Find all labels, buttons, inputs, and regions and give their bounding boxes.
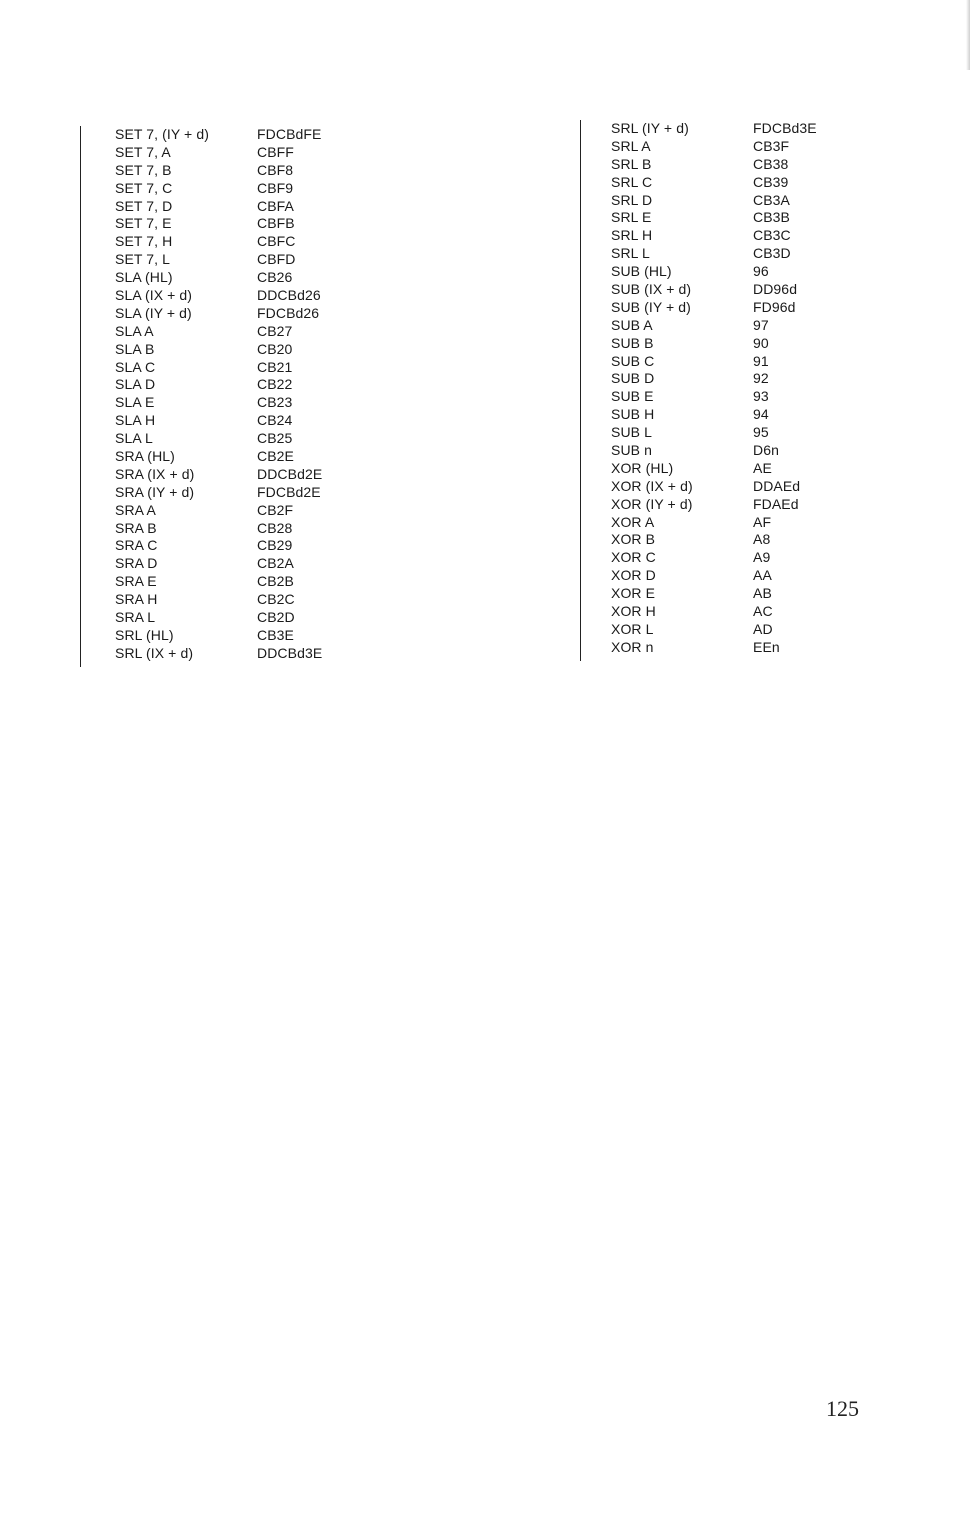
mnemonic-cell: SUB (HL) — [611, 263, 672, 280]
table-row — [581, 478, 881, 496]
table-row — [81, 287, 381, 305]
table-row — [581, 227, 881, 245]
opcode-cell: D6n — [753, 442, 779, 459]
opcode-cell: 92 — [753, 370, 769, 387]
mnemonic-cell: SRL B — [611, 155, 652, 172]
opcode-cell: 90 — [753, 334, 769, 351]
table-row — [81, 162, 381, 180]
table-row — [581, 406, 881, 424]
table-row — [581, 442, 881, 460]
opcode-cell: 97 — [753, 316, 769, 333]
opcode-cell: CB25 — [257, 430, 293, 447]
mnemonic-cell: SRL D — [611, 191, 653, 208]
table-row — [581, 120, 881, 138]
mnemonic-cell: SET 7, D — [115, 197, 173, 214]
table-row — [81, 215, 381, 233]
opcode-cell: CB2B — [257, 573, 294, 590]
table-row — [81, 502, 381, 520]
table-row — [581, 531, 881, 549]
mnemonic-cell: SET 7, B — [115, 161, 172, 178]
opcode-cell: AC — [753, 603, 773, 620]
mnemonic-cell: SUB n — [611, 442, 652, 459]
table-row — [81, 305, 381, 323]
table-row — [81, 520, 381, 538]
opcode-cell: AE — [753, 459, 772, 476]
mnemonic-cell: SRL E — [611, 209, 652, 226]
table-row — [81, 359, 381, 377]
opcode-cell: CBFA — [257, 197, 294, 214]
table-row — [581, 209, 881, 227]
table-row — [81, 126, 381, 144]
opcode-cell: CB3B — [753, 209, 790, 226]
mnemonic-cell: XOR A — [611, 513, 655, 530]
opcode-cell: DDCBd3E — [257, 644, 323, 661]
table-row — [581, 549, 881, 567]
opcode-cell: CBFC — [257, 233, 296, 250]
opcode-cell: 91 — [753, 352, 769, 369]
opcode-cell: CB3D — [753, 245, 791, 262]
table-row — [581, 567, 881, 585]
table-row — [81, 394, 381, 412]
table-row — [581, 263, 881, 281]
opcode-cell: CB28 — [257, 519, 293, 536]
opcode-cell: CBFF — [257, 143, 294, 160]
mnemonic-cell: SRA (IY + d) — [115, 483, 195, 500]
table-row — [81, 466, 381, 484]
table-row — [581, 496, 881, 514]
table-row — [81, 341, 381, 359]
table-row — [581, 156, 881, 174]
mnemonic-cell: XOR L — [611, 620, 654, 637]
opcode-cell: CB3A — [753, 191, 790, 208]
mnemonic-cell: SRL L — [611, 245, 650, 262]
table-row — [81, 376, 381, 394]
opcode-cell: FDCBd2E — [257, 483, 321, 500]
opcode-cell: DDCBd26 — [257, 287, 321, 304]
opcode-table-right — [580, 120, 881, 661]
page-number: 125 — [826, 1396, 859, 1421]
table-row — [81, 144, 381, 162]
mnemonic-cell: SRL (IY + d) — [611, 120, 689, 136]
mnemonic-cell: SET 7, E — [115, 215, 172, 232]
mnemonic-cell: SLA (IY + d) — [115, 304, 192, 321]
mnemonic-cell: XOR (HL) — [611, 459, 674, 476]
opcode-cell: FD96d — [753, 298, 796, 315]
mnemonic-cell: SRA A — [115, 501, 156, 518]
table-row — [81, 448, 381, 466]
opcode-cell: 96 — [753, 263, 769, 280]
table-row — [81, 430, 381, 448]
opcode-cell: CB24 — [257, 412, 293, 429]
mnemonic-cell: SRL (HL) — [115, 626, 174, 643]
table-row — [581, 388, 881, 406]
table-row — [581, 174, 881, 192]
table-row — [581, 460, 881, 478]
mnemonic-cell: SRL C — [611, 173, 653, 190]
mnemonic-cell: SLA L — [115, 430, 153, 447]
opcode-cell: AA — [753, 567, 772, 584]
mnemonic-cell: XOR H — [611, 603, 656, 620]
opcode-cell: CB29 — [257, 537, 293, 554]
mnemonic-cell: SRL A — [611, 137, 651, 154]
table-row — [81, 573, 381, 591]
opcode-cell: CB2E — [257, 448, 294, 465]
mnemonic-cell: XOR B — [611, 531, 656, 548]
opcode-table-left — [80, 126, 381, 667]
table-row — [581, 138, 881, 156]
mnemonic-cell: SUB E — [611, 388, 654, 405]
table-row — [81, 645, 381, 663]
mnemonic-cell: SUB H — [611, 406, 655, 423]
table-row — [81, 269, 381, 287]
table-row — [581, 603, 881, 621]
mnemonic-cell: SRA (IX + d) — [115, 465, 195, 482]
table-row — [81, 251, 381, 269]
table-row — [581, 299, 881, 317]
opcode-cell: CB2F — [257, 501, 294, 518]
opcode-cell: CB21 — [257, 358, 293, 375]
mnemonic-cell: SET 7, H — [115, 233, 173, 250]
opcode-cell: CB38 — [753, 155, 789, 172]
mnemonic-cell: SET 7, (IY + d) — [115, 126, 209, 142]
opcode-cell: 93 — [753, 388, 769, 405]
mnemonic-cell: XOR D — [611, 567, 656, 584]
mnemonic-cell: SLA C — [115, 358, 156, 375]
opcode-cell: CB2A — [257, 555, 294, 572]
opcode-cell: DDAEd — [753, 477, 801, 494]
table-row — [81, 412, 381, 430]
opcode-cell: DD96d — [753, 281, 798, 298]
table-row — [81, 537, 381, 555]
opcode-cell: EEn — [753, 638, 780, 655]
mnemonic-cell: SET 7, C — [115, 179, 173, 196]
table-row — [81, 484, 381, 502]
table-row — [581, 424, 881, 442]
mnemonic-cell: SRA C — [115, 537, 158, 554]
opcode-cell: DDCBd2E — [257, 465, 323, 482]
opcode-cell: CBF8 — [257, 161, 294, 178]
table-row — [581, 639, 881, 657]
opcode-cell: CB20 — [257, 340, 293, 357]
opcode-cell: FDCBdFE — [257, 126, 322, 142]
table-row — [81, 609, 381, 627]
opcode-cell: A8 — [753, 531, 771, 548]
mnemonic-cell: SRA B — [115, 519, 157, 536]
mnemonic-cell: SLA H — [115, 412, 156, 429]
mnemonic-cell: XOR C — [611, 549, 656, 566]
opcode-cell: CB27 — [257, 322, 293, 339]
mnemonic-cell: SUB A — [611, 316, 653, 333]
opcode-cell: FDCBd3E — [753, 120, 817, 136]
table-row — [581, 335, 881, 353]
table-row — [81, 233, 381, 251]
opcode-cell: 94 — [753, 406, 769, 423]
opcode-cell: AB — [753, 585, 772, 602]
mnemonic-cell: SRL (IX + d) — [115, 644, 194, 661]
opcode-cell: AD — [753, 620, 773, 637]
opcode-cell: 95 — [753, 424, 769, 441]
table-row — [81, 323, 381, 341]
opcode-cell: CB26 — [257, 269, 293, 286]
mnemonic-cell: SRA H — [115, 591, 158, 608]
opcode-cell: CBF9 — [257, 179, 294, 196]
mnemonic-cell: SUB L — [611, 424, 652, 441]
table-row — [81, 198, 381, 216]
opcode-cell: CB2D — [257, 609, 295, 626]
opcode-cell: AF — [753, 513, 772, 530]
mnemonic-cell: SLA (IX + d) — [115, 287, 193, 304]
opcode-cell: CBFB — [257, 215, 295, 232]
mnemonic-cell: SET 7, A — [115, 143, 171, 160]
opcode-cell: CB23 — [257, 394, 293, 411]
table-row — [581, 317, 881, 335]
mnemonic-cell: SET 7, L — [115, 251, 171, 268]
mnemonic-cell: SRL H — [611, 227, 653, 244]
mnemonic-cell: XOR E — [611, 585, 656, 602]
mnemonic-cell: SRA D — [115, 555, 158, 572]
table-row — [81, 627, 381, 645]
table-row — [581, 621, 881, 639]
table-row — [581, 245, 881, 263]
table-row — [581, 370, 881, 388]
table-row — [81, 180, 381, 198]
mnemonic-cell: SUB D — [611, 370, 655, 387]
opcode-cell: CBFD — [257, 251, 296, 268]
mnemonic-cell: XOR n — [611, 638, 654, 655]
mnemonic-cell: SRA L — [115, 609, 156, 626]
opcode-cell: CB3E — [257, 626, 294, 643]
mnemonic-cell: SUB (IY + d) — [611, 298, 691, 315]
mnemonic-cell: SRA (HL) — [115, 448, 175, 465]
mnemonic-cell: SLA D — [115, 376, 156, 393]
mnemonic-cell: SLA E — [115, 394, 155, 411]
table-row — [581, 192, 881, 210]
mnemonic-cell: SLA (HL) — [115, 269, 173, 286]
table-row — [581, 281, 881, 299]
table-row — [581, 514, 881, 532]
table-row — [581, 585, 881, 603]
opcode-cell: CB22 — [257, 376, 293, 393]
opcode-cell: CB3F — [753, 137, 790, 154]
mnemonic-cell: XOR (IY + d) — [611, 495, 693, 512]
mnemonic-cell: SLA B — [115, 340, 155, 357]
mnemonic-cell: SUB C — [611, 352, 655, 369]
table-row — [581, 353, 881, 371]
mnemonic-cell: SLA A — [115, 322, 154, 339]
opcode-cell: CB39 — [753, 173, 789, 190]
opcode-cell: A9 — [753, 549, 771, 566]
table-row — [81, 555, 381, 573]
mnemonic-cell: SUB (IX + d) — [611, 281, 692, 298]
mnemonic-cell: SRA E — [115, 573, 157, 590]
table-row — [81, 591, 381, 609]
opcode-cell: FDCBd26 — [257, 304, 320, 321]
opcode-cell: CB2C — [257, 591, 295, 608]
opcode-cell: CB3C — [753, 227, 791, 244]
opcode-cell: FDAEd — [753, 495, 799, 512]
mnemonic-cell: SUB B — [611, 334, 654, 351]
page-edge-shadow — [966, 0, 970, 70]
mnemonic-cell: XOR (IX + d) — [611, 477, 693, 494]
